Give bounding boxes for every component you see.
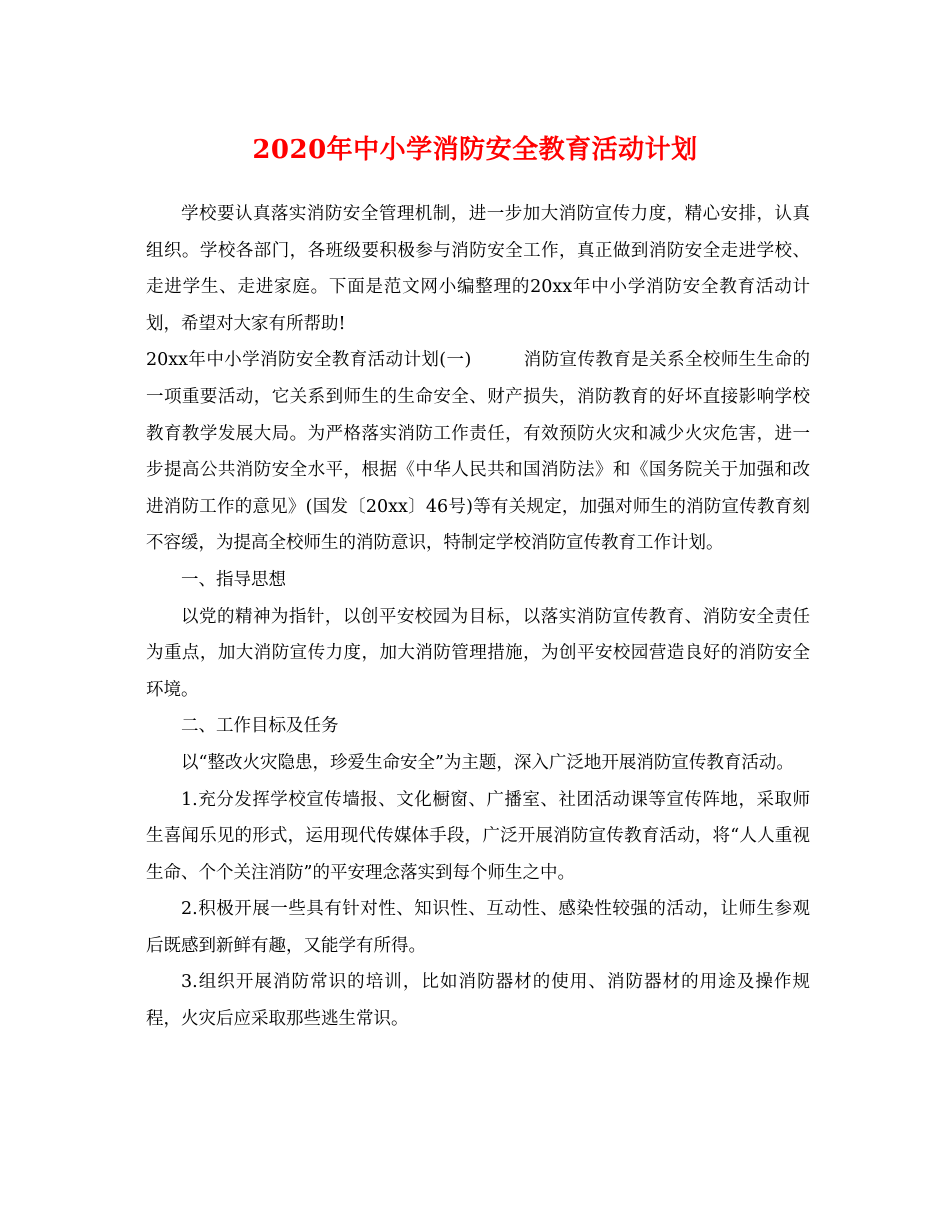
list-item-1: 1.充分发挥学校宣传墙报、文化橱窗、广播室、社团活动课等宣传阵地，采取师生喜闻乐见的形式，运用现代传媒体手段，广泛开展消防宣传教育活动，将“人人重视生命、个个关注消防”的平安理念落实到每个师生之中。: [146, 789, 810, 883]
intro-paragraph: 学校要认真落实消防安全管理机制，进一步加大消防宣传力度，精心安排，认真组织。学校各部门，各班级要积极参与消防安全工作，真正做到消防安全走进学校、走进学生、走进家庭。下面是范文网小编整理的20xx年中小学消防安全教育活动计划，希望对大家有所帮助!: [146, 204, 810, 334]
section-heading-goals-tasks: 二、工作目标及任务: [181, 716, 339, 737]
plan-heading: 20xx年中小学消防安全教育活动计划(一): [146, 350, 472, 371]
section-heading-guiding-ideology: 一、指导思想: [181, 569, 286, 590]
section-body-goals-tasks: 以“整改火灾隐患，珍爱生命安全”为主题，深入广泛地开展消防宣传教育活动。: [181, 752, 794, 773]
page-title: 2020年中小学消防安全教育活动计划: [252, 135, 698, 165]
section-body-guiding-ideology: 以党的精神为指针，以创平安校园为目标，以落实消防宣传教育、消防安全责任为重点，加大消防宣传力度，加大消防管理措施，为创平安校园营造良好的消防安全环境。: [146, 606, 810, 700]
plan-body: 消防宣传教育是关系全校师生生命的一项重要活动，它关系到师生的生命安全、财产损失，消防教育的好坏直接影响学校教育教学发展大局。为严格落实消防工作责任，有效预防火灾和减少火灾危害，进一步提高公共消防安全水平，根据《中华人民共和国消防法》和《国务院关于加强和改进消防工作的意见》(国发〔20xx〕46号)等有关规定，加强对师生的消防宣传教育刻不容缓，为提高全校师生的消防意识，特制定学校消防宣传教育工作计划。: [146, 350, 811, 554]
list-item-3: 3.组织开展消防常识的培训，比如消防器材的使用、消防器材的用途及操作规程，火灾后应采取那些逃生常识。: [146, 972, 810, 1030]
plan-paragraph: [146, 342, 810, 562]
document-body: [146, 196, 810, 1038]
list-item-2: 2.积极开展一些具有针对性、知识性、互动性、感染性较强的活动，让师生参观后既感到新鲜有趣，又能学有所得。: [146, 899, 810, 956]
